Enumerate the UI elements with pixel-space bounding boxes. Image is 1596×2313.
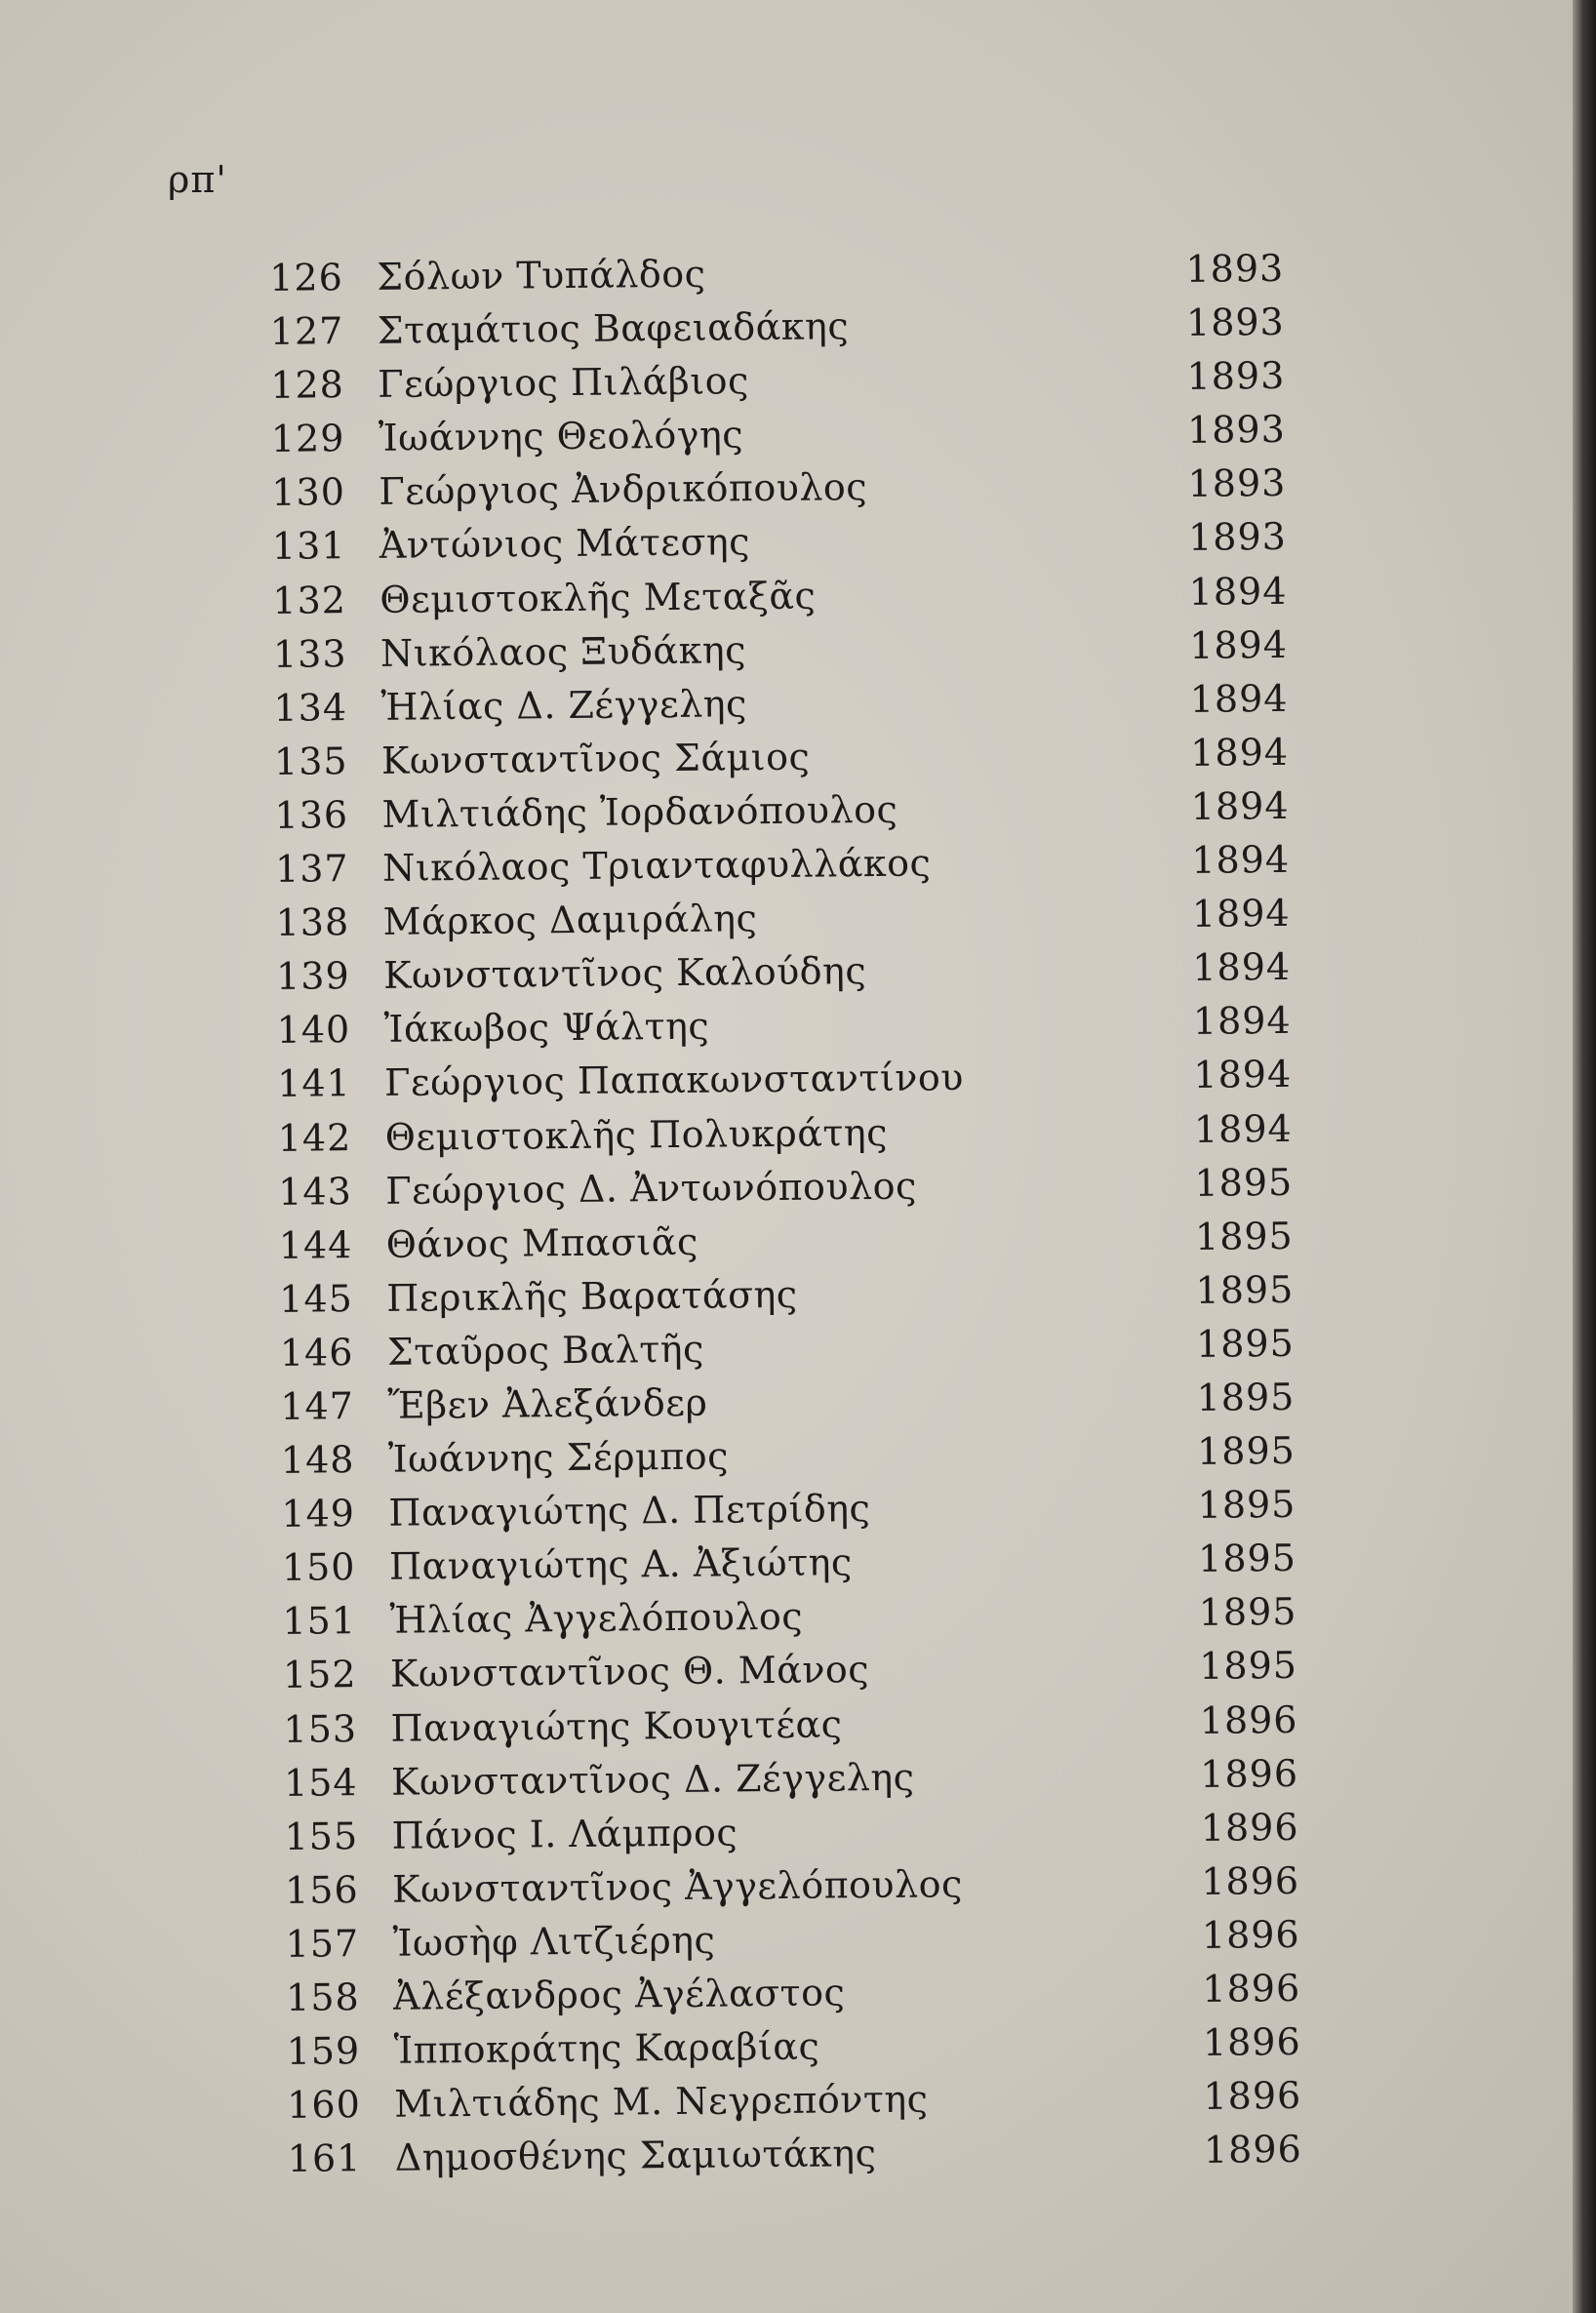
entry-year: 1895	[1194, 1160, 1294, 1205]
entry-number: 155	[284, 1814, 359, 1858]
entry-number: 145	[279, 1276, 354, 1321]
entry-number: 135	[273, 739, 348, 783]
entry-name: Κωνσταντῖνος Θ. Μάνος	[389, 1648, 870, 1696]
entry-name: Κωνσταντῖνος Καλούδης	[382, 949, 867, 998]
list-item	[269, 1048, 1303, 1111]
entry-year: 1896	[1202, 1966, 1301, 2011]
entry-year: 1895	[1197, 1536, 1297, 1581]
entry-number: 152	[282, 1653, 357, 1697]
entry-number: 139	[275, 954, 350, 999]
entry-year: 1896	[1199, 1697, 1298, 1742]
entry-name: Ἠλίας Δ. Ζέγγελης	[380, 681, 748, 729]
entry-number: 159	[286, 2029, 361, 2073]
entry-number: 133	[272, 631, 347, 676]
entry-number: 148	[280, 1438, 355, 1482]
entry-year: 1894	[1188, 569, 1288, 614]
entry-year: 1895	[1199, 1644, 1298, 1689]
entry-number: 129	[270, 417, 345, 461]
entry-year: 1893	[1187, 461, 1287, 506]
list-item	[263, 403, 1297, 466]
list-item	[274, 1585, 1308, 1649]
entry-number: 140	[276, 1008, 351, 1053]
entry-year: 1896	[1203, 2128, 1302, 2173]
list-item	[275, 1693, 1309, 1756]
entry-year: 1896	[1201, 1858, 1300, 1903]
list-item	[271, 1263, 1305, 1327]
entry-name: Παναγιώτης Δ. Πετρίδης	[388, 1487, 871, 1535]
entry-year: 1895	[1195, 1321, 1295, 1366]
entry-name: Μάρκος Δαμιράλης	[382, 897, 758, 943]
list-item	[277, 1908, 1311, 1972]
entry-name: Θεμιστοκλῆς Πολυκράτης	[384, 1110, 889, 1159]
entry-number: 134	[273, 685, 348, 730]
entry-number: 156	[284, 1867, 359, 1912]
list-item	[272, 1371, 1306, 1434]
entry-list	[261, 242, 1314, 2186]
list-item	[279, 2069, 1313, 2133]
entry-name: Γεώργιος Παπακωνσταντίνου	[383, 1056, 965, 1105]
list-item	[273, 1478, 1307, 1541]
list-item	[267, 833, 1301, 897]
list-item	[273, 1424, 1307, 1488]
list-item	[265, 618, 1299, 681]
entry-name: Μιλτιάδης Ἰορδανόπουλος	[381, 787, 898, 836]
list-item	[280, 2123, 1314, 2186]
list-item	[264, 510, 1298, 574]
entry-year: 1893	[1185, 300, 1285, 344]
entry-name: Παναγιώτης Κουγιτέας	[390, 1701, 843, 1750]
entry-name: Δημοσθένης Σαμιωτάκης	[394, 2132, 877, 2180]
entry-year: 1894	[1190, 730, 1290, 775]
entry-year: 1894	[1191, 837, 1291, 882]
list-item	[275, 1639, 1309, 1702]
entry-year: 1894	[1190, 783, 1290, 828]
entry-number: 161	[287, 2136, 362, 2181]
entry-name: Μιλτιάδης Μ. Νεγρεπόντης	[394, 2077, 929, 2126]
entry-year: 1896	[1202, 2019, 1301, 2064]
entry-number: 144	[278, 1222, 353, 1267]
entry-name: Ἱπποκράτης Καραβίας	[393, 2024, 820, 2072]
entry-year: 1895	[1198, 1590, 1297, 1635]
entry-number: 141	[276, 1061, 351, 1106]
entry-name: Ἔβεν Ἀλεξάνδερ	[387, 1380, 708, 1427]
entry-name: Σταῦρος Βαλτῆς	[386, 1327, 705, 1374]
entry-number: 149	[281, 1492, 356, 1536]
entry-name: Κωνσταντῖνος Ἀγγελόπουλος	[391, 1861, 963, 1911]
list-item	[274, 1532, 1308, 1595]
list-item	[277, 1854, 1311, 1918]
entry-name: Νικόλαος Ξυδάκης	[379, 627, 747, 675]
entry-number: 138	[275, 900, 350, 945]
entry-year: 1894	[1193, 1053, 1293, 1097]
entry-number: 151	[282, 1599, 357, 1644]
entry-year: 1893	[1185, 246, 1285, 291]
entry-number: 150	[281, 1545, 356, 1590]
list-item	[268, 940, 1302, 1004]
entry-name: Παναγιώτης Α. Ἀξιώτης	[388, 1540, 853, 1589]
entry-year: 1894	[1193, 1106, 1293, 1151]
page-number: ρπ'	[168, 158, 227, 201]
list-item	[264, 564, 1298, 627]
entry-year: 1896	[1200, 1751, 1299, 1796]
entry-year: 1896	[1203, 2074, 1302, 2119]
entry-number: 126	[269, 256, 343, 299]
entry-name: Κωνσταντῖνος Δ. Ζέγγελης	[390, 1755, 915, 1804]
entry-name: Ἰάκωβος Ψάλτης	[383, 1004, 710, 1052]
entry-year: 1896	[1200, 1805, 1299, 1850]
entry-number: 157	[285, 1922, 360, 1966]
entry-year: 1894	[1188, 622, 1289, 667]
entry-number: 137	[274, 847, 349, 891]
entry-year: 1895	[1196, 1375, 1296, 1419]
entry-name: Ἀλέξανδρος Ἀγέλαστος	[392, 1971, 846, 2018]
entry-number: 132	[272, 578, 347, 622]
entry-year: 1895	[1195, 1267, 1295, 1312]
list-item	[265, 672, 1299, 736]
list-item	[278, 2015, 1312, 2079]
entry-name: Γεώργιος Πιλάβιος	[378, 359, 750, 407]
entry-number: 153	[283, 1706, 358, 1751]
entry-number: 147	[280, 1384, 355, 1428]
entry-number: 128	[270, 363, 345, 408]
entry-year: 1895	[1197, 1483, 1297, 1528]
list-item	[269, 1101, 1303, 1165]
entry-number: 158	[285, 1975, 360, 2019]
entry-name: Γεώργιος Ἀνδρικόπουλος	[379, 465, 868, 514]
entry-number: 131	[271, 524, 346, 569]
entry-name: Ἠλίας Ἀγγελόπουλος	[389, 1595, 804, 1643]
list-item	[270, 1155, 1304, 1218]
entry-number: 142	[277, 1115, 352, 1160]
entry-name: Περικλῆς Βαρατάσης	[386, 1272, 798, 1320]
entry-year: 1894	[1189, 676, 1289, 721]
entry-number: 160	[287, 2083, 361, 2128]
list-item	[261, 242, 1296, 305]
entry-number: 143	[278, 1169, 352, 1214]
entry-number: 136	[274, 793, 349, 837]
book-spine-shadow	[1573, 0, 1596, 2313]
entry-number: 146	[279, 1331, 354, 1375]
list-item	[267, 887, 1301, 950]
entry-year: 1894	[1191, 892, 1291, 936]
entry-year: 1895	[1196, 1428, 1297, 1473]
entry-name: Ἰωσὴφ Λιτζιέρης	[392, 1918, 716, 1965]
entry-year: 1893	[1186, 354, 1286, 399]
entry-year: 1893	[1187, 515, 1288, 560]
list-item	[276, 1746, 1310, 1810]
entry-name: Νικόλαος Τριανταφυλλάκος	[381, 841, 932, 890]
entry-name: Ἰωάννης Θεολόγης	[378, 413, 744, 460]
entry-number: 130	[271, 470, 346, 515]
list-item	[278, 1962, 1312, 2025]
entry-name: Σόλων Τυπάλδος	[377, 252, 706, 299]
entry-name: Θάνος Μπασιᾶς	[385, 1219, 698, 1266]
entry-year: 1895	[1194, 1214, 1294, 1258]
list-item	[272, 1317, 1306, 1380]
entry-number: 154	[283, 1760, 358, 1805]
list-item	[268, 994, 1302, 1057]
list-item	[262, 349, 1297, 413]
entry-name: Σταμάτιος Βαφειαδάκης	[377, 304, 850, 352]
list-item	[271, 1209, 1305, 1272]
entry-year: 1896	[1201, 1912, 1300, 1957]
list-item	[266, 726, 1300, 789]
entry-number: 127	[269, 309, 344, 354]
entry-name: Θεμιστοκλῆς Μεταξᾶς	[379, 574, 817, 621]
entry-year: 1894	[1192, 945, 1292, 990]
entry-name: Κωνσταντῖνος Σάμιος	[380, 735, 811, 782]
entry-year: 1893	[1186, 408, 1287, 453]
list-item	[266, 779, 1300, 843]
list-item	[263, 457, 1297, 520]
entry-name: Πάνος Ι. Λάμπρος	[391, 1811, 738, 1857]
list-item	[276, 1800, 1310, 1863]
entry-name: Γεώργιος Δ. Ἀντωνόπουλος	[385, 1164, 917, 1213]
entry-name: Ἀντώνιος Μάτεσης	[379, 520, 751, 568]
entry-year: 1894	[1192, 999, 1292, 1044]
list-item	[262, 296, 1297, 359]
entry-name: Ἰωάννης Σέρμπος	[387, 1434, 730, 1481]
